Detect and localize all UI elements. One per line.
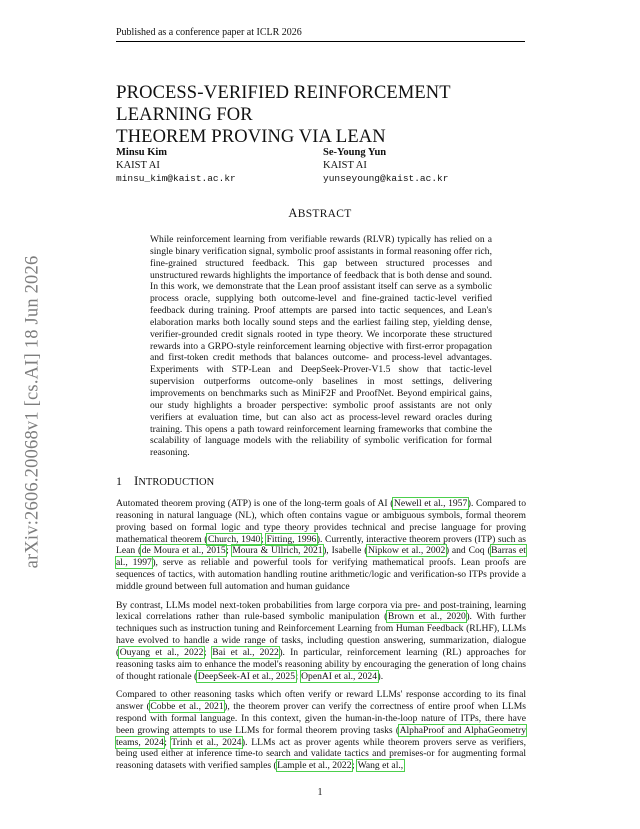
- citation-link[interactable]: Fitting, 1996: [266, 533, 317, 545]
- paragraph: [116, 689, 526, 772]
- citation-link[interactable]: Wang et al.,: [357, 760, 404, 772]
- author-email[interactable]: yunseyoung@kaist.ac.kr: [323, 173, 449, 184]
- title-line-1: PROCESS-VERIFIED REINFORCEMENT LEARNING FOR: [116, 82, 451, 125]
- introduction-body: [116, 498, 526, 779]
- citation-link[interactable]: AlphaProof and AlphaGeometry teams, 2024: [116, 724, 526, 748]
- citation-link[interactable]: Brown et al., 2020: [387, 611, 466, 623]
- abstract-heading: ABSTRACT: [288, 206, 352, 220]
- page-number: 1: [317, 787, 323, 798]
- body-text-segment: Compared to other reasoning tasks which often verify or reward LLMs' response according to its final answer (: [116, 689, 526, 713]
- citation-link[interactable]: de Moura et al., 2015: [141, 545, 226, 557]
- body-text-segment: ;: [226, 545, 232, 557]
- body-text-segment: ). In particular, reinforcement learning (RL) approaches for reasoning tasks aim to enhance the model's reasoning ability by encouraging the generation of long chains of thought rationale (: [116, 646, 526, 682]
- arxiv-stamp: [13, 234, 53, 590]
- title-line-2: THEOREM PROVING VIA LEAN: [116, 126, 386, 147]
- citation-link[interactable]: Barras et al., 1997: [116, 545, 526, 569]
- body-text-segment: ), the theorem prover can verify the correctness of entire proof when LLMs respond with formal language. In this context, given the human-in-the-loop nature of ITPs, there have been growing attempts to use LLMs for formal theorem proving tasks (: [116, 701, 527, 736]
- citation-link[interactable]: Ouyang et al., 2022: [119, 646, 204, 658]
- citation-link[interactable]: DeepSeek-AI et al., 2025: [197, 670, 296, 682]
- body-text-segment: Automated theorem proving (ATP) is one of the long-term goals of AI (: [116, 498, 394, 509]
- running-header: Published as a conference paper at ICLR 2026: [116, 27, 302, 38]
- author-affiliation: KAIST AI: [116, 160, 160, 171]
- citation-link[interactable]: Trinh et al., 2024: [171, 736, 242, 748]
- citation-link[interactable]: Newell et al., 1957: [393, 498, 468, 509]
- paragraph: [116, 498, 526, 593]
- citation-link[interactable]: Nipkow et al., 2002: [367, 545, 446, 557]
- paper-title: [116, 82, 546, 148]
- body-text-segment: ) and Coq (: [445, 545, 491, 557]
- citation-link[interactable]: Lample et al., 2022: [277, 760, 352, 772]
- citation-link[interactable]: Moura & Ullrich, 2021: [232, 545, 323, 557]
- citation-link[interactable]: Bai et al., 2022: [212, 646, 279, 658]
- body-text-segment: ), serve as reliable and powerful tools for verifying mathematical proofs. Lean proofs are sequences of tactics, with automation handling routine arithmetic/logic and verification-so ITPs provide a middle ground between full automation and human guidance: [116, 557, 527, 592]
- arxiv-stamp-text[interactable]: arXiv:2606.20068v1 [cs.AI] 18 Jun 2026: [22, 255, 43, 569]
- body-text-segment: ). LLMs act as prover agents while theorem provers serve as verifiers, being used either at inference time-to search and validate tactics and premises-or for augmenting formal reasoning datasets with verified samples (: [116, 736, 527, 772]
- citation-link[interactable]: Church, 1940: [207, 533, 261, 545]
- author-email[interactable]: minsu_kim@kaist.ac.kr: [116, 173, 236, 184]
- body-text-segment: ). With further techniques such as instruction tuning and Reinforcement Learning from Human Feedback (RLHF), LLMs have evolved to handle a wide range of tasks, including question answering, summarization, dialogue (: [116, 611, 526, 658]
- body-text-segment: ). Currently, interactive theorem provers (ITP) such as Lean (: [116, 533, 526, 557]
- body-text-segment: ;: [352, 760, 358, 772]
- header-rule: [116, 41, 525, 42]
- citation-link[interactable]: Cobbe et al., 2021: [150, 701, 224, 713]
- body-text-segment: ;: [295, 670, 301, 682]
- author-name: Se-Young Yun: [323, 147, 387, 158]
- author-affiliation: KAIST AI: [323, 160, 367, 171]
- body-text-segment: ;: [203, 646, 212, 658]
- citation-link[interactable]: OpenAI et al., 2024: [301, 670, 378, 682]
- section-number: 1: [116, 474, 122, 488]
- author-block-1: [116, 146, 236, 185]
- body-text-segment: ;: [164, 736, 171, 748]
- body-text-segment: ).: [377, 670, 384, 682]
- body-text-segment: ). Compared to reasoning in natural language (NL), which often contains vague or ambiguous symbols, formal theorem proving based on formal logic and type theory provides technical and precise language for proving mathematical theorem (: [116, 498, 526, 545]
- paragraph: [116, 600, 526, 683]
- abstract-text: While reinforcement learning from verifiable rewards (RLVR) typically has relied on a single binary verification signal, symbolic proof assistants in formal reasoning offer rich, fine-grained structured feedback. This gap between structured processes and unstructured rewards highlights the importance of feedback that is both dense and sound. In this work, we demonstrate that the Lean proof assistant itself can serve as a symbolic process oracle, supplying both outcome-level and fine-grained tactic-level verified feedback during training. Proof attempts are parsed into tactic sequences, and Lean's elaboration marks both locally sound steps and the earliest failing step, yielding dense, verifier-grounded credit signals rooted in type theory. We incorporate these structured rewards into a GRPO-style reinforcement learning objective with first-error propagation and first-token credit methods that balances outcome- and process-level advantages. Experiments with STP-Lean and DeepSeek-Prover-V1.5 show that tactic-level supervision outperforms outcome-only baselines in most settings, delivering improvements on benchmarks such as MiniF2F and ProofNet. Beyond empirical gains, our study highlights a broader perspective: symbolic proof assistants are not only verifiers at evaluation time, but can also act as process-level reward oracles during training. This opens a path toward reinforcement learning frameworks that combine the scalability of language models with the reliability of symbolic verification for formal reasoning.: [150, 234, 492, 459]
- body-text-segment: ), Isabelle (: [323, 545, 368, 557]
- section-heading-introduction: 1 INTRODUCTION: [116, 473, 215, 488]
- author-name: Minsu Kim: [116, 147, 168, 158]
- author-block-2: [323, 146, 448, 185]
- body-text-segment: By contrast, LLMs model next-token probabilities from large corpora via pre- and post-training, learning lexical correlations rather than rule-based symbolic manipulation (: [116, 599, 526, 623]
- body-text-segment: ;: [260, 533, 267, 545]
